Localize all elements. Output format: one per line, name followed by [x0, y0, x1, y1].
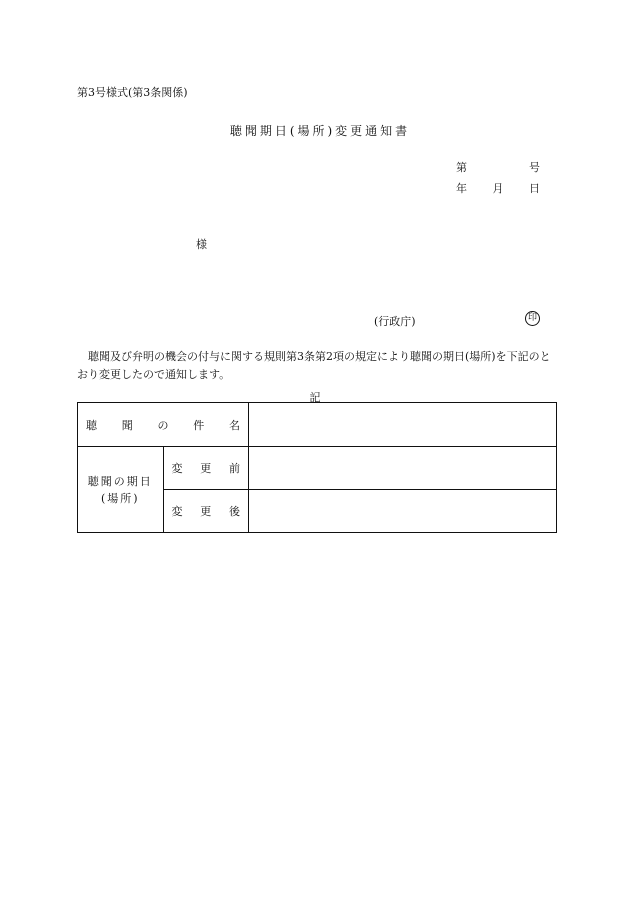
schedule-label-line2: (場所) — [100, 491, 140, 505]
after-label-char: 更 — [200, 505, 212, 518]
before-label-char: 前 — [229, 462, 240, 475]
subject-label-char: の — [157, 418, 169, 432]
document-number-line — [456, 159, 540, 175]
addressee-suffix: 様 — [196, 238, 207, 251]
form-number: 第3号様式(第3条関係) — [77, 86, 188, 99]
date-day: 日 — [529, 182, 540, 195]
subject-label — [78, 403, 249, 447]
subject-label-char: 名 — [229, 418, 240, 432]
after-change-value-field[interactable] — [249, 490, 557, 533]
subject-row — [78, 403, 557, 447]
subject-label-char: 聴 — [86, 418, 97, 432]
document-date-line — [456, 180, 540, 196]
seal-mark-icon: 印 — [525, 311, 540, 326]
schedule-before-row — [78, 447, 557, 490]
detail-table — [77, 402, 557, 533]
body-text: 聴聞及び弁明の機会の付与に関する規則第3条第2項の規定により聴聞の期日(場所)を下記のとおり変更したので通知します。 — [77, 350, 551, 381]
ki-heading: 記 — [309, 391, 321, 404]
before-change-label — [163, 447, 249, 490]
date-year: 年 — [456, 182, 467, 195]
before-change-value-field[interactable] — [249, 447, 557, 490]
before-label-char: 更 — [200, 462, 212, 475]
number-prefix: 第 — [456, 161, 467, 174]
subject-label-char: 聞 — [121, 418, 133, 432]
issuing-authority: (行政庁) — [374, 315, 416, 328]
subject-value-field[interactable] — [249, 403, 557, 447]
after-change-label — [163, 490, 249, 533]
schedule-label-line1: 聴聞の期日 — [87, 474, 153, 488]
after-label-char: 後 — [229, 505, 240, 518]
schedule-label — [78, 447, 164, 533]
date-month: 月 — [492, 182, 504, 195]
number-suffix: 号 — [529, 161, 540, 174]
before-label-char: 変 — [171, 462, 183, 475]
after-label-char: 変 — [171, 505, 183, 518]
document-title: 聴聞期日(場所)変更通知書 — [229, 124, 411, 138]
subject-label-char: 件 — [193, 418, 205, 432]
